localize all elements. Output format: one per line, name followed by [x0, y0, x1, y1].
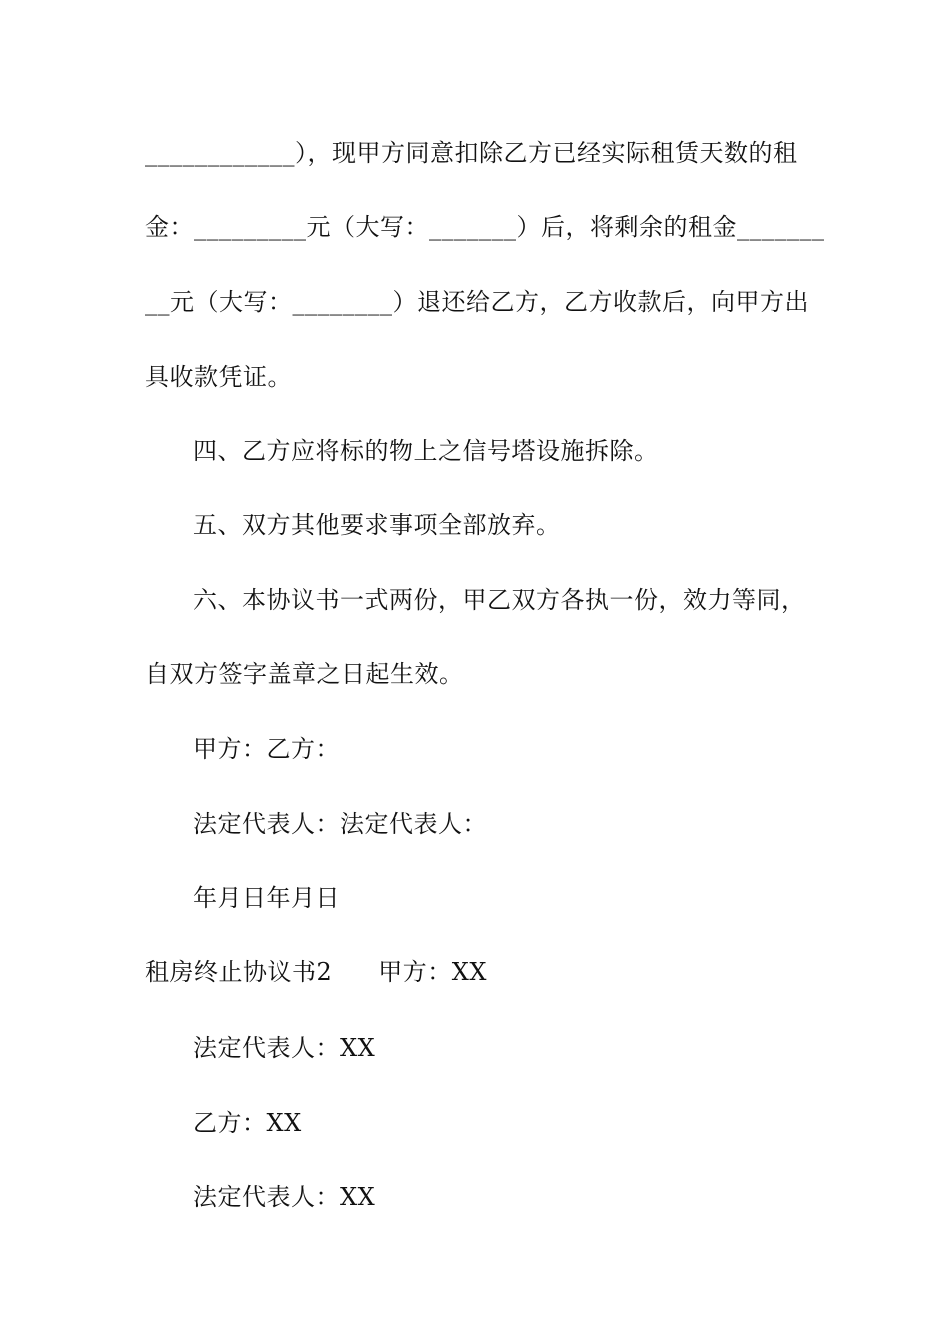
clause-five: 五、双方其他要求事项全部放弃。 [193, 511, 561, 539]
clause-six: 六、本协议书一式两份，甲乙双方各执一份，效力等同， [193, 586, 806, 614]
clause-four: 四、乙方应将标的物上之信号塔设施拆除。 [193, 437, 659, 465]
paragraph-line: ____________），现甲方同意扣除乙方已经实际租赁天数的租 [145, 139, 798, 167]
paragraph-line: 自双方签字盖章之日起生效。 [145, 660, 464, 688]
paragraph-line: 金：_________元（大写：_______）后，将剩余的租金_______ [145, 213, 825, 241]
signature-parties: 甲方：乙方： [193, 735, 340, 763]
party-a-representative: 法定代表人：XX [193, 1034, 376, 1062]
second-party-a: 甲方：XX [378, 958, 487, 986]
party-b-representative: 法定代表人：XX [193, 1183, 376, 1211]
signature-dates: 年月日年月日 [193, 884, 340, 912]
second-agreement-heading [145, 957, 487, 987]
party-b: 乙方：XX [193, 1109, 302, 1137]
second-agreement-title: 租房终止协议书2 [145, 958, 333, 986]
signature-representatives: 法定代表人：法定代表人： [193, 810, 487, 838]
paragraph-line: 具收款凭证。 [145, 363, 292, 391]
paragraph-line: __元（大写：________）退还给乙方，乙方收款后，向甲方出 [145, 288, 809, 316]
